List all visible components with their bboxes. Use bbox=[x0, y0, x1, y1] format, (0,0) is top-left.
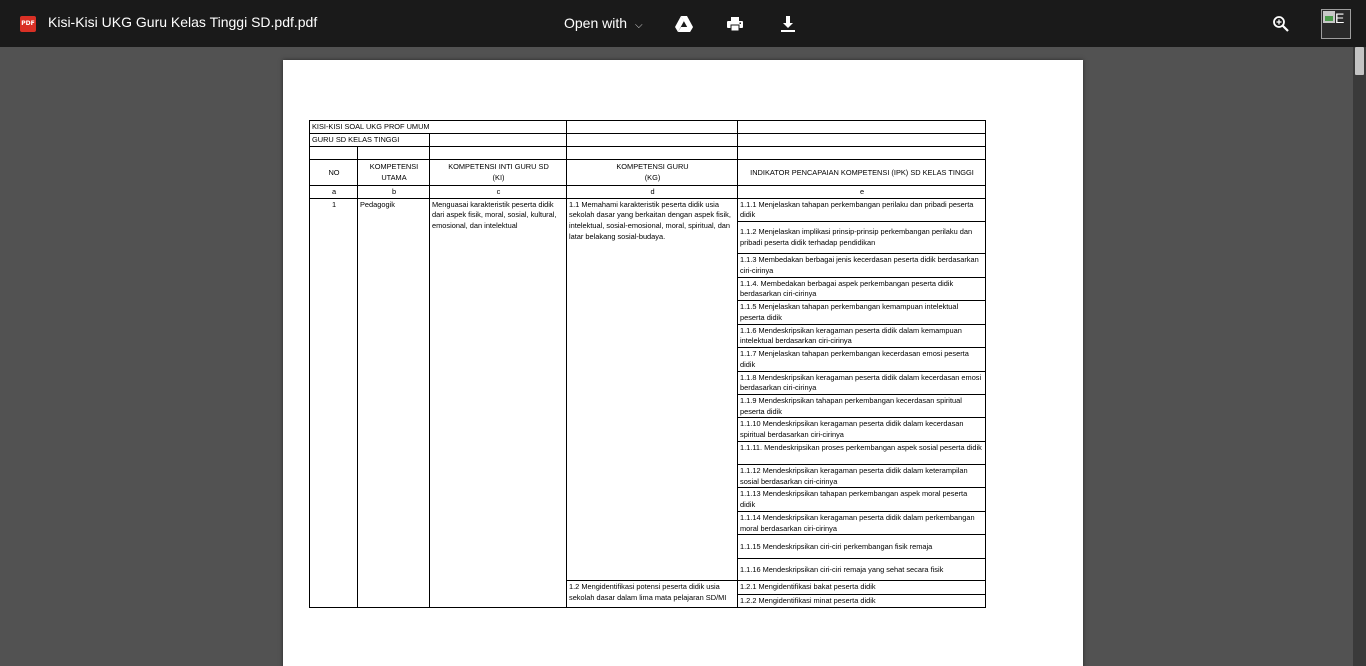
table-cell bbox=[430, 147, 567, 160]
indicator-cell: 1.2.1 Mengidentifikasi bakat peserta didik bbox=[738, 581, 986, 595]
letter-d: d bbox=[567, 186, 738, 199]
kg-1-1-cell: 1.1 Memahami karakteristik peserta didik usia sekolah dasar yang berkaitan dengan aspek fisik, intelektual, sosial-emosional, moral, spiritual, dan latar belakang sosial-budaya. bbox=[567, 198, 738, 581]
document-title: Kisi-Kisi UKG Guru Kelas Tinggi SD.pdf.pdf bbox=[48, 14, 318, 30]
vertical-scrollbar[interactable] bbox=[1353, 47, 1366, 666]
open-with-label: Open with bbox=[564, 15, 628, 31]
letter-row bbox=[310, 186, 986, 199]
indicator-cell: 1.1.13 Mendeskripsikan tahapan perkembangan aspek moral peserta didik bbox=[738, 488, 986, 511]
header-kg bbox=[567, 160, 738, 186]
table-row bbox=[310, 134, 986, 147]
letter-a: a bbox=[310, 186, 358, 199]
doc-title-line-2: GURU SD KELAS TINGGI bbox=[310, 134, 430, 147]
pdf-file-icon: PDF bbox=[20, 16, 36, 32]
print-icon[interactable] bbox=[725, 14, 745, 34]
table-row bbox=[310, 198, 986, 221]
doc-title-line-1: KISI-KISI SOAL UKG PROF UMUM bbox=[310, 121, 567, 134]
table-cell bbox=[310, 147, 358, 160]
indicator-cell: 1.1.3 Membedakan berbagai jenis kecerdasan peserta didik berdasarkan ciri-cirinya bbox=[738, 254, 986, 277]
account-avatar[interactable] bbox=[1321, 9, 1351, 39]
table-cell bbox=[738, 134, 986, 147]
indicator-cell: 1.1.14 Mendeskripsikan keragaman peserta didik dalam perkembangan moral berdasarkan ciri-cirinya bbox=[738, 511, 986, 534]
indicator-cell: 1.1.1 Menjelaskan tahapan perkembangan perilaku dan pribadi peserta didik bbox=[738, 198, 986, 221]
indicator-cell: 1.2.2 Mengidentifikasi minat peserta didik bbox=[738, 595, 986, 608]
pdf-page bbox=[283, 60, 1083, 666]
broken-image-icon bbox=[1323, 11, 1335, 23]
pdf-viewer bbox=[0, 47, 1353, 666]
avatar-letter: E bbox=[1335, 10, 1345, 26]
header-kompetensi-utama: KOMPETENSI UTAMA bbox=[358, 160, 430, 186]
table-cell bbox=[567, 134, 738, 147]
indicator-cell: 1.1.2 Menjelaskan implikasi prinsip-prinsip perkembangan perilaku dan pribadi peserta didik terhadap pendidikan bbox=[738, 222, 986, 254]
scrollbar-thumb[interactable] bbox=[1355, 47, 1364, 75]
kompetensi-utama-cell: Pedagogik bbox=[358, 198, 430, 608]
drive-icon[interactable] bbox=[674, 14, 694, 34]
table-cell bbox=[430, 134, 567, 147]
header-ki-line2: (KI) bbox=[492, 173, 505, 182]
download-icon[interactable] bbox=[778, 14, 798, 34]
indicator-cell: 1.1.10 Mendeskripsikan keragaman peserta didik dalam kecerdasan spiritual berdasarkan ciri-cirinya bbox=[738, 418, 986, 441]
table-cell bbox=[358, 147, 430, 160]
indicator-cell: 1.1.11. Mendeskripsikan proses perkembangan aspek sosial peserta didik bbox=[738, 441, 986, 464]
indicator-cell: 1.1.16 Mendeskripsikan ciri-ciri remaja yang sehat secara fisik bbox=[738, 559, 986, 581]
table-cell bbox=[738, 147, 986, 160]
header-kg-line1: KOMPETENSI GURU bbox=[616, 162, 689, 172]
header-ki-line1: KOMPETENSI INTI GURU SD bbox=[448, 162, 549, 172]
letter-c: c bbox=[430, 186, 567, 199]
indicator-cell: 1.1.6 Mendeskripsikan keragaman peserta didik dalam kemampuan intelektual berdasarkan ciri-cirinya bbox=[738, 324, 986, 347]
chevron-down-icon: ⌵ bbox=[635, 20, 643, 31]
table-cell bbox=[567, 121, 738, 134]
kisi-kisi-table bbox=[309, 120, 986, 608]
letter-e: e bbox=[738, 186, 986, 199]
indicator-cell: 1.1.8 Mendeskripsikan keragaman peserta didik dalam kecerdasan emosi berdasarkan ciri-cirinya bbox=[738, 371, 986, 394]
zoom-in-icon[interactable] bbox=[1271, 14, 1291, 34]
indicator-cell: 1.1.5 Menjelaskan tahapan perkembangan kemampuan intelektual peserta didik bbox=[738, 301, 986, 324]
table-row bbox=[310, 121, 986, 134]
indicator-cell: 1.1.9 Mendeskripsikan tahapan perkembangan kecerdasan spiritual peserta didik bbox=[738, 395, 986, 418]
header-ipk: INDIKATOR PENCAPAIAN KOMPETENSI (IPK) SD KELAS TINGGI bbox=[738, 160, 986, 186]
kg-1-2-cell: 1.2 Mengidentifikasi potensi peserta didik usia sekolah dasar dalam lima mata pelajaran SD/MI bbox=[567, 581, 738, 608]
table-row bbox=[310, 147, 986, 160]
table-cell bbox=[738, 121, 986, 134]
ki-cell: Menguasai karakteristik peserta didik dari aspek fisik, moral, sosial, kultural, emosional, dan intelektual bbox=[430, 198, 567, 608]
row-number: 1 bbox=[310, 198, 358, 608]
header-no: NO bbox=[310, 160, 358, 186]
header-ki bbox=[430, 160, 567, 186]
table-header-row bbox=[310, 160, 986, 186]
indicator-cell: 1.1.12 Mendeskripsikan keragaman peserta didik dalam keterampilan sosial berdasarkan ciri-cirinya bbox=[738, 464, 986, 487]
indicator-cell: 1.1.4. Membedakan berbagai aspek perkembangan peserta didik berdasarkan ciri-cirinya bbox=[738, 277, 986, 300]
indicator-cell: 1.1.7 Menjelaskan tahapan perkembangan kecerdasan emosi peserta didik bbox=[738, 348, 986, 371]
indicator-cell: 1.1.15 Mendeskripsikan ciri-ciri perkembangan fisik remaja bbox=[738, 535, 986, 559]
table-cell bbox=[567, 147, 738, 160]
open-with-button[interactable] bbox=[564, 15, 643, 31]
letter-b: b bbox=[358, 186, 430, 199]
header-kg-line2: (KG) bbox=[644, 173, 661, 182]
pdf-toolbar bbox=[0, 0, 1366, 47]
